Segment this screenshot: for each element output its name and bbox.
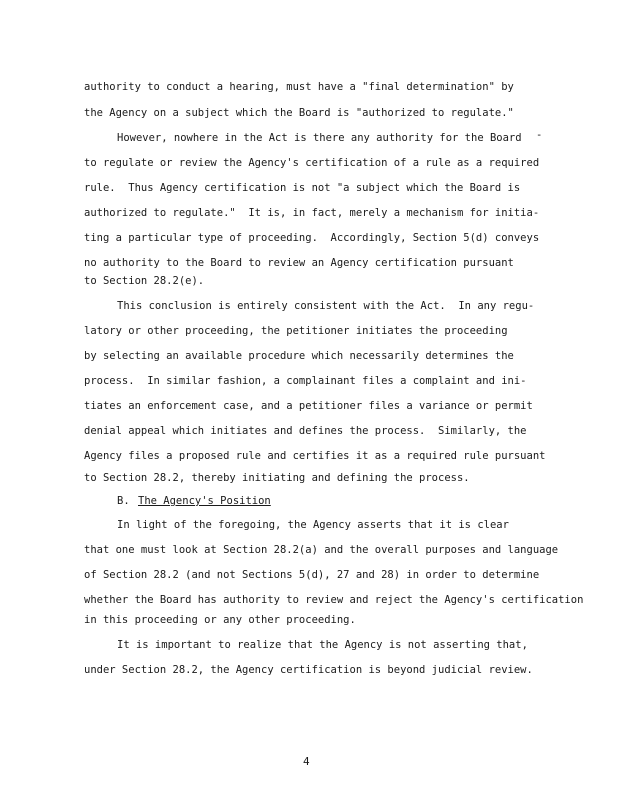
text-line: in this proceeding or any other proceeding. (84, 614, 356, 626)
text-line: no authority to the Board to review an Agency certification pursuant (84, 257, 514, 269)
text-line: whether the Board has authority to review and reject the Agency's certification (84, 594, 584, 606)
text-line: tiates an enforcement case, and a petitioner files a variance or permit (84, 400, 533, 412)
text-line: denial appeal which initiates and defines the process. Similarly, the (84, 425, 527, 437)
section-heading: The Agency's Position (138, 495, 271, 507)
text-line: Agency files a proposed rule and certifies it as a required rule pursuant (84, 450, 546, 462)
text-line: to regulate or review the Agency's certification of a rule as a required (84, 157, 540, 169)
text-line: ting a particular type of proceeding. Accordingly, Section 5(d) conveys (84, 232, 540, 244)
text-line: rule. Thus Agency certification is not "a subject which the Board is (84, 182, 521, 194)
text-line: latory or other proceeding, the petitioner initiates the proceeding (84, 325, 508, 337)
page-number: 4 (303, 755, 310, 768)
stray-mark: - (536, 129, 543, 141)
text-line: It is important to realize that the Agency is not asserting that, (117, 639, 528, 651)
text-line: to Section 28.2(e). (84, 275, 205, 287)
text-line: by selecting an available procedure which necessarily determines the (84, 350, 514, 362)
text-line: authorized to regulate." It is, in fact, merely a mechanism for initia- (84, 207, 540, 219)
text-line: of Section 28.2 (and not Sections 5(d), 27 and 28) in order to determine (84, 569, 540, 581)
text-line: This conclusion is entirely consistent with the Act. In any regu- (117, 300, 535, 312)
section-marker: B. (117, 495, 130, 507)
text-line: to Section 28.2, thereby initiating and defining the process. (84, 472, 470, 484)
text-line: process. In similar fashion, a complainant files a complaint and ini- (84, 375, 527, 387)
text-line: However, nowhere in the Act is there any authority for the Board (117, 132, 522, 144)
text-line: that one must look at Section 28.2(a) and the overall purposes and language (84, 544, 559, 556)
text-line: the Agency on a subject which the Board is "authorized to regulate." (84, 107, 514, 119)
text-line: In light of the foregoing, the Agency asserts that it is clear (117, 519, 509, 531)
text-line: under Section 28.2, the Agency certification is beyond judicial review. (84, 664, 533, 676)
text-line: authority to conduct a hearing, must have a "final determination" by (84, 81, 514, 93)
